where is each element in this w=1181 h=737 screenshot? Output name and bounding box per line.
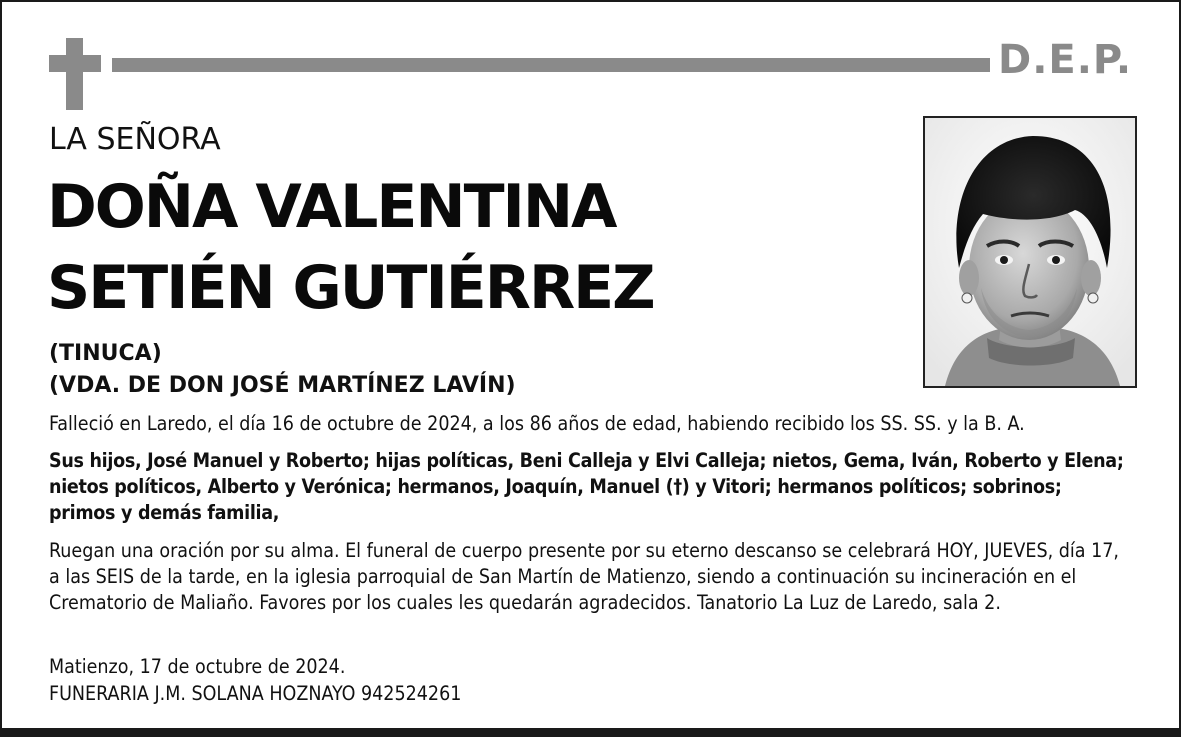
dep-label: D.E.P. <box>998 37 1133 83</box>
death-notice-text: Falleció en Laredo, el día 16 de octubre de 2024, a los 86 años de edad, habiendo recibido los SS. SS. y la B. A. <box>49 412 1025 435</box>
deceased-name-line1: DOÑA VALENTINA <box>47 172 616 242</box>
deceased-name-line2: SETIÉN GUTIÉRREZ <box>47 253 654 323</box>
nickname: (TINUCA) <box>49 341 162 366</box>
place-and-date: Matienzo, 17 de octubre de 2024. <box>49 655 346 678</box>
funeral-home: FUNERARIA J.M. SOLANA HOZNAYO 942524261 <box>49 682 462 705</box>
portrait-photo <box>923 116 1137 388</box>
funeral-details-text: Ruegan una oración por su alma. El funeral de cuerpo presente por su eterno descanso se celebrará HOY, JUEVES, día 17, a las SEIS de la tarde, en la iglesia parroquial de San Martín de Matienzo, siendo a continuación su incineración en el Crematorio de Maliaño. Favores por los cuales les quedarán agradecidos. Tanatorio La Luz de Laredo, sala 2. <box>49 539 1119 614</box>
family-list-text: Sus hijos, José Manuel y Roberto; hijas políticas, Beni Calleja y Elvi Calleja; nietos, Gema, Iván, Roberto y Elena; nietos políticos, Alberto y Verónica; hermanos, Joaquín, Manuel (†) y Vitori; hermanos políticos; sobrinos; primos y demás familia, <box>49 449 1124 524</box>
latin-cross-icon <box>49 38 101 110</box>
header-rule <box>112 58 990 72</box>
widow-of: (VDA. DE DON JOSÉ MARTÍNEZ LAVÍN) <box>49 373 516 398</box>
honorific-prefix: LA SEÑORA <box>49 122 221 157</box>
